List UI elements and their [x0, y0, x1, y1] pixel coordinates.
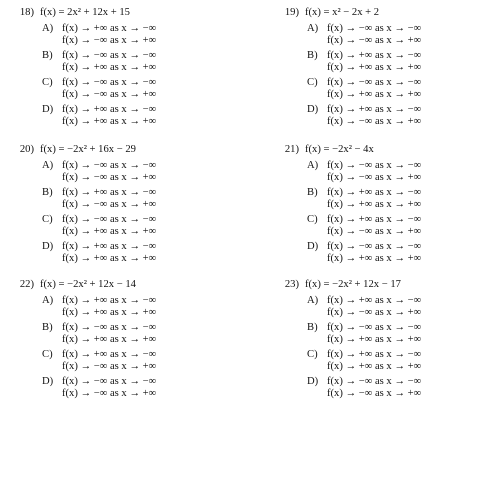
- answer-option-b[interactable]: [267, 50, 480, 74]
- answer-option-c[interactable]: [2, 77, 217, 101]
- answer-option-d[interactable]: [267, 241, 480, 265]
- option-line-1: f(x) → +∞ as x → −∞: [62, 241, 157, 252]
- answer-option-a[interactable]: [267, 23, 480, 47]
- option-line-1: f(x) → −∞ as x → −∞: [62, 322, 157, 333]
- option-letter: B): [42, 187, 53, 198]
- option-line-2: f(x) → −∞ as x → +∞: [327, 35, 422, 46]
- option-line-1: f(x) → +∞ as x → −∞: [327, 295, 422, 306]
- option-line-1: f(x) → +∞ as x → −∞: [327, 50, 422, 61]
- answer-option-c[interactable]: [267, 214, 480, 238]
- answer-option-c[interactable]: [267, 77, 480, 101]
- option-letter: A): [307, 23, 319, 34]
- option-line-2: f(x) → +∞ as x → +∞: [327, 253, 422, 264]
- answer-option-b[interactable]: [267, 322, 480, 346]
- option-line-2: f(x) → +∞ as x → +∞: [62, 307, 157, 318]
- answer-option-c[interactable]: [267, 349, 480, 373]
- option-letter: C): [307, 214, 318, 225]
- problem-19: [267, 6, 480, 128]
- option-line-1: f(x) → +∞ as x → −∞: [62, 187, 157, 198]
- option-line-1: f(x) → −∞ as x → −∞: [62, 376, 157, 387]
- option-letter: C): [42, 77, 53, 88]
- option-line-2: f(x) → +∞ as x → +∞: [327, 62, 422, 73]
- problem-22: [2, 278, 217, 400]
- option-line-2: f(x) → +∞ as x → +∞: [62, 226, 157, 237]
- option-line-2: f(x) → −∞ as x → +∞: [62, 172, 157, 183]
- option-line-2: f(x) → +∞ as x → +∞: [327, 334, 422, 345]
- option-line-2: f(x) → +∞ as x → +∞: [327, 361, 422, 372]
- option-line-2: f(x) → +∞ as x → +∞: [62, 62, 157, 73]
- problem-21: [267, 143, 480, 265]
- option-letter: D): [307, 376, 319, 387]
- answer-option-a[interactable]: [2, 23, 217, 47]
- option-letter: D): [42, 104, 54, 115]
- option-line-1: f(x) → −∞ as x → −∞: [62, 77, 157, 88]
- answer-option-b[interactable]: [2, 187, 217, 211]
- option-letter: A): [42, 23, 54, 34]
- option-line-1: f(x) → +∞ as x → −∞: [62, 295, 157, 306]
- answer-option-c[interactable]: [2, 349, 217, 373]
- problem-equation: f(x) = 2x² + 12x + 15: [40, 7, 130, 18]
- option-line-2: f(x) → +∞ as x → +∞: [62, 334, 157, 345]
- answer-option-a[interactable]: [2, 160, 217, 184]
- option-line-2: f(x) → −∞ as x → +∞: [327, 388, 422, 399]
- option-letter: B): [307, 50, 318, 61]
- problem-equation: f(x) = −2x² + 12x − 14: [40, 279, 136, 290]
- problem-number: 21): [284, 144, 299, 155]
- answer-option-b[interactable]: [2, 322, 217, 346]
- answer-option-d[interactable]: [267, 104, 480, 128]
- option-letter: D): [42, 241, 54, 252]
- option-line-1: f(x) → −∞ as x → −∞: [62, 160, 157, 171]
- option-line-1: f(x) → −∞ as x → −∞: [327, 23, 422, 34]
- option-letter: B): [307, 187, 318, 198]
- option-line-2: f(x) → −∞ as x → +∞: [327, 116, 422, 127]
- answer-option-a[interactable]: [267, 295, 480, 319]
- problem-equation: f(x) = −2x² + 12x − 17: [305, 279, 401, 290]
- answer-option-a[interactable]: [267, 160, 480, 184]
- option-line-1: f(x) → −∞ as x → −∞: [327, 376, 422, 387]
- answer-option-c[interactable]: [2, 214, 217, 238]
- option-letter: B): [307, 322, 318, 333]
- problem-equation: f(x) = x² − 2x + 2: [305, 7, 380, 18]
- option-line-1: f(x) → −∞ as x → −∞: [62, 50, 157, 61]
- option-line-1: f(x) → +∞ as x → −∞: [62, 104, 157, 115]
- option-line-2: f(x) → −∞ as x → +∞: [62, 199, 157, 210]
- answer-option-a[interactable]: [2, 295, 217, 319]
- option-letter: A): [307, 295, 319, 306]
- option-line-1: f(x) → +∞ as x → −∞: [327, 104, 422, 115]
- option-letter: D): [307, 241, 319, 252]
- answer-option-d[interactable]: [2, 376, 217, 400]
- option-line-2: f(x) → −∞ as x → +∞: [62, 89, 157, 100]
- option-letter: C): [307, 77, 318, 88]
- answer-option-d[interactable]: [267, 376, 480, 400]
- problem-number: 19): [284, 7, 299, 18]
- problem-number: 20): [19, 144, 34, 155]
- option-line-1: f(x) → +∞ as x → −∞: [62, 23, 157, 34]
- option-letter: C): [42, 214, 53, 225]
- problem-equation: f(x) = −2x² − 4x: [305, 144, 374, 155]
- option-line-1: f(x) → +∞ as x → −∞: [327, 349, 422, 360]
- answer-option-b[interactable]: [2, 50, 217, 74]
- option-letter: B): [42, 50, 53, 61]
- option-line-1: f(x) → +∞ as x → −∞: [327, 187, 422, 198]
- option-line-2: f(x) → −∞ as x → +∞: [327, 307, 422, 318]
- option-letter: A): [42, 295, 54, 306]
- option-letter: D): [42, 376, 54, 387]
- option-line-1: f(x) → −∞ as x → −∞: [327, 322, 422, 333]
- problem-equation: f(x) = −2x² + 16x − 29: [40, 144, 136, 155]
- option-line-1: f(x) → +∞ as x → −∞: [327, 214, 422, 225]
- option-letter: B): [42, 322, 53, 333]
- problem-number: 22): [19, 279, 34, 290]
- option-letter: D): [307, 104, 319, 115]
- option-line-2: f(x) → −∞ as x → +∞: [62, 361, 157, 372]
- option-letter: A): [42, 160, 54, 171]
- option-letter: C): [42, 349, 53, 360]
- option-line-2: f(x) → −∞ as x → +∞: [327, 226, 422, 237]
- problem-23: [267, 278, 480, 400]
- option-line-1: f(x) → +∞ as x → −∞: [62, 349, 157, 360]
- option-line-2: f(x) → +∞ as x → +∞: [327, 89, 422, 100]
- option-letter: C): [307, 349, 318, 360]
- option-line-2: f(x) → +∞ as x → +∞: [62, 116, 157, 127]
- option-line-1: f(x) → −∞ as x → −∞: [62, 214, 157, 225]
- option-line-1: f(x) → −∞ as x → −∞: [327, 160, 422, 171]
- option-line-1: f(x) → −∞ as x → −∞: [327, 77, 422, 88]
- problem-20: [2, 143, 217, 265]
- option-letter: A): [307, 160, 319, 171]
- option-line-1: f(x) → −∞ as x → −∞: [327, 241, 422, 252]
- option-line-2: f(x) → +∞ as x → +∞: [327, 199, 422, 210]
- problem-number: 18): [19, 7, 34, 18]
- problem-number: 23): [284, 279, 299, 290]
- answer-option-b[interactable]: [267, 187, 480, 211]
- option-line-2: f(x) → +∞ as x → +∞: [62, 253, 157, 264]
- problem-18: [2, 6, 217, 128]
- answer-option-d[interactable]: [2, 104, 217, 128]
- answer-option-d[interactable]: [2, 241, 217, 265]
- option-line-2: f(x) → −∞ as x → +∞: [62, 35, 157, 46]
- option-line-2: f(x) → −∞ as x → +∞: [327, 172, 422, 183]
- option-line-2: f(x) → −∞ as x → +∞: [62, 388, 157, 399]
